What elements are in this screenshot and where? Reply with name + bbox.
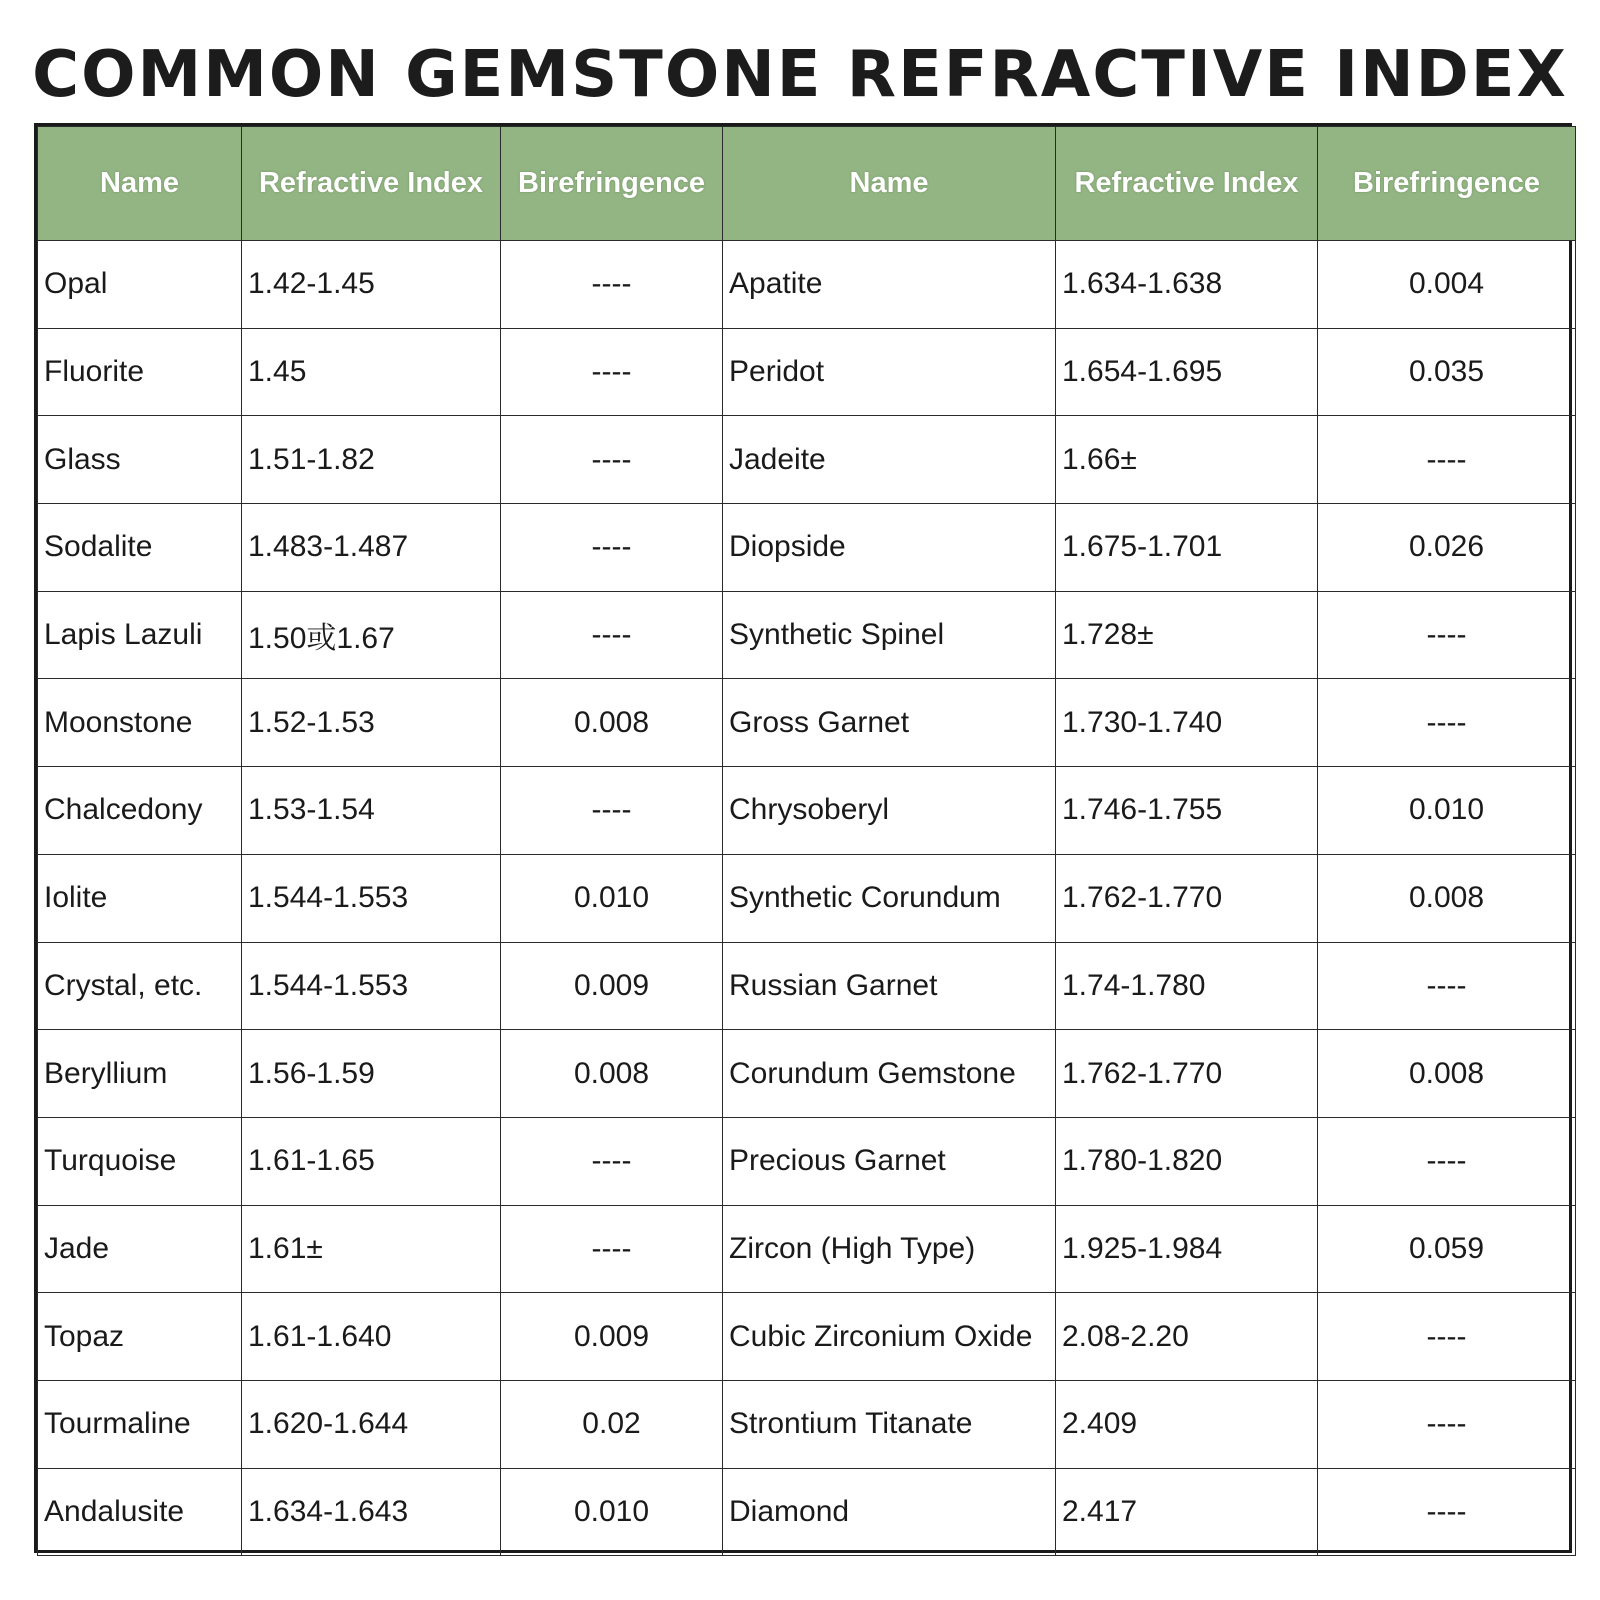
gem-name-left: Turquoise	[38, 1117, 242, 1205]
refractive-index-right: 1.925-1.984	[1056, 1205, 1318, 1293]
birefringence-right: 0.004	[1318, 241, 1576, 329]
birefringence-left: 0.008	[501, 1030, 723, 1118]
refractive-index-left: 1.61-1.65	[242, 1117, 501, 1205]
refractive-index-left: 1.620-1.644	[242, 1380, 501, 1468]
refractive-index-right: 1.728±	[1056, 591, 1318, 679]
gem-name-left: Lapis Lazuli	[38, 591, 242, 679]
gem-name-left: Tourmaline	[38, 1380, 242, 1468]
header-row	[38, 127, 1576, 241]
gem-name-left: Topaz	[38, 1293, 242, 1381]
gem-name-left: Sodalite	[38, 504, 242, 592]
gem-name-left: Crystal, etc.	[38, 942, 242, 1030]
table-row	[38, 1468, 1576, 1556]
header-refractive-index-left: Refractive Index	[242, 127, 501, 241]
refractive-index-right: 2.08-2.20	[1056, 1293, 1318, 1381]
gem-name-right: Precious Garnet	[723, 1117, 1056, 1205]
birefringence-left: ----	[501, 1117, 723, 1205]
gem-name-right: Synthetic Spinel	[723, 591, 1056, 679]
table-header	[38, 127, 1576, 241]
birefringence-left: 0.010	[501, 1468, 723, 1556]
table-row	[38, 328, 1576, 416]
birefringence-left: ----	[501, 591, 723, 679]
gem-name-right: Corundum Gemstone	[723, 1030, 1056, 1118]
refractive-index-left: 1.544-1.553	[242, 854, 501, 942]
table-row	[38, 679, 1576, 767]
refractive-index-right: 1.730-1.740	[1056, 679, 1318, 767]
gem-name-right: Jadeite	[723, 416, 1056, 504]
refractive-index-right: 1.762-1.770	[1056, 854, 1318, 942]
birefringence-left: 0.010	[501, 854, 723, 942]
refractive-index-left: 1.53-1.54	[242, 767, 501, 855]
gem-name-left: Moonstone	[38, 679, 242, 767]
refractive-index-left: 1.483-1.487	[242, 504, 501, 592]
table-body	[38, 241, 1576, 1556]
birefringence-left: ----	[501, 504, 723, 592]
gem-name-right: Peridot	[723, 328, 1056, 416]
gem-name-left: Jade	[38, 1205, 242, 1293]
birefringence-left: ----	[501, 328, 723, 416]
gem-name-right: Russian Garnet	[723, 942, 1056, 1030]
header-birefringence-left: Birefringence	[501, 127, 723, 241]
birefringence-left: 0.009	[501, 1293, 723, 1381]
birefringence-right: ----	[1318, 1380, 1576, 1468]
birefringence-right: ----	[1318, 416, 1576, 504]
refractive-index-left: 1.50或1.67	[242, 591, 501, 679]
birefringence-right: 0.008	[1318, 854, 1576, 942]
table-row	[38, 1293, 1576, 1381]
header-name-left: Name	[38, 127, 242, 241]
birefringence-left: 0.008	[501, 679, 723, 767]
table-row	[38, 1205, 1576, 1293]
refractive-index-right: 1.675-1.701	[1056, 504, 1318, 592]
refractive-index-right: 1.66±	[1056, 416, 1318, 504]
gem-name-right: Diamond	[723, 1468, 1056, 1556]
gem-name-left: Andalusite	[38, 1468, 242, 1556]
birefringence-right: ----	[1318, 1117, 1576, 1205]
refractive-index-left: 1.544-1.553	[242, 942, 501, 1030]
refractive-index-left: 1.56-1.59	[242, 1030, 501, 1118]
table-row	[38, 591, 1576, 679]
header-birefringence-right: Birefringence	[1318, 127, 1576, 241]
table-row	[38, 767, 1576, 855]
birefringence-left: 0.02	[501, 1380, 723, 1468]
gem-name-right: Synthetic Corundum	[723, 854, 1056, 942]
birefringence-left: ----	[501, 767, 723, 855]
birefringence-left: ----	[501, 416, 723, 504]
page-title: COMMON GEMSTONE REFRACTIVE INDEX	[32, 38, 1568, 112]
refractive-index-left: 1.45	[242, 328, 501, 416]
gem-name-left: Fluorite	[38, 328, 242, 416]
gem-name-left: Opal	[38, 241, 242, 329]
table-row	[38, 1380, 1576, 1468]
birefringence-right: 0.008	[1318, 1030, 1576, 1118]
refractive-index-right: 1.762-1.770	[1056, 1030, 1318, 1118]
gemstone-table	[37, 126, 1576, 1556]
gem-name-right: Gross Garnet	[723, 679, 1056, 767]
table-row	[38, 241, 1576, 329]
header-name-right: Name	[723, 127, 1056, 241]
gem-name-right: Chrysoberyl	[723, 767, 1056, 855]
table-row	[38, 854, 1576, 942]
birefringence-left: ----	[501, 241, 723, 329]
birefringence-right: ----	[1318, 1293, 1576, 1381]
birefringence-right: 0.026	[1318, 504, 1576, 592]
refractive-index-left: 1.61±	[242, 1205, 501, 1293]
gem-name-right: Apatite	[723, 241, 1056, 329]
birefringence-right: 0.010	[1318, 767, 1576, 855]
refractive-index-right: 1.654-1.695	[1056, 328, 1318, 416]
table-row	[38, 504, 1576, 592]
gem-name-right: Diopside	[723, 504, 1056, 592]
gemstone-table-frame	[34, 123, 1572, 1553]
refractive-index-left: 1.61-1.640	[242, 1293, 501, 1381]
gem-name-left: Iolite	[38, 854, 242, 942]
refractive-index-left: 1.52-1.53	[242, 679, 501, 767]
gem-name-right: Cubic Zirconium Oxide	[723, 1293, 1056, 1381]
refractive-index-left: 1.634-1.643	[242, 1468, 501, 1556]
birefringence-left: ----	[501, 1205, 723, 1293]
birefringence-right: ----	[1318, 679, 1576, 767]
refractive-index-left: 1.42-1.45	[242, 241, 501, 329]
table-row	[38, 1117, 1576, 1205]
table-row	[38, 416, 1576, 504]
refractive-index-right: 1.74-1.780	[1056, 942, 1318, 1030]
refractive-index-right: 1.634-1.638	[1056, 241, 1318, 329]
gem-name-right: Strontium Titanate	[723, 1380, 1056, 1468]
table-row	[38, 1030, 1576, 1118]
birefringence-right: ----	[1318, 591, 1576, 679]
gem-name-left: Beryllium	[38, 1030, 242, 1118]
birefringence-right: 0.059	[1318, 1205, 1576, 1293]
birefringence-right: ----	[1318, 942, 1576, 1030]
refractive-index-right: 2.417	[1056, 1468, 1318, 1556]
refractive-index-right: 1.746-1.755	[1056, 767, 1318, 855]
table-row	[38, 942, 1576, 1030]
gem-name-left: Glass	[38, 416, 242, 504]
header-refractive-index-right: Refractive Index	[1056, 127, 1318, 241]
birefringence-left: 0.009	[501, 942, 723, 1030]
gem-name-left: Chalcedony	[38, 767, 242, 855]
gem-name-right: Zircon (High Type)	[723, 1205, 1056, 1293]
birefringence-right: 0.035	[1318, 328, 1576, 416]
refractive-index-left: 1.51-1.82	[242, 416, 501, 504]
refractive-index-right: 2.409	[1056, 1380, 1318, 1468]
birefringence-right: ----	[1318, 1468, 1576, 1556]
refractive-index-right: 1.780-1.820	[1056, 1117, 1318, 1205]
